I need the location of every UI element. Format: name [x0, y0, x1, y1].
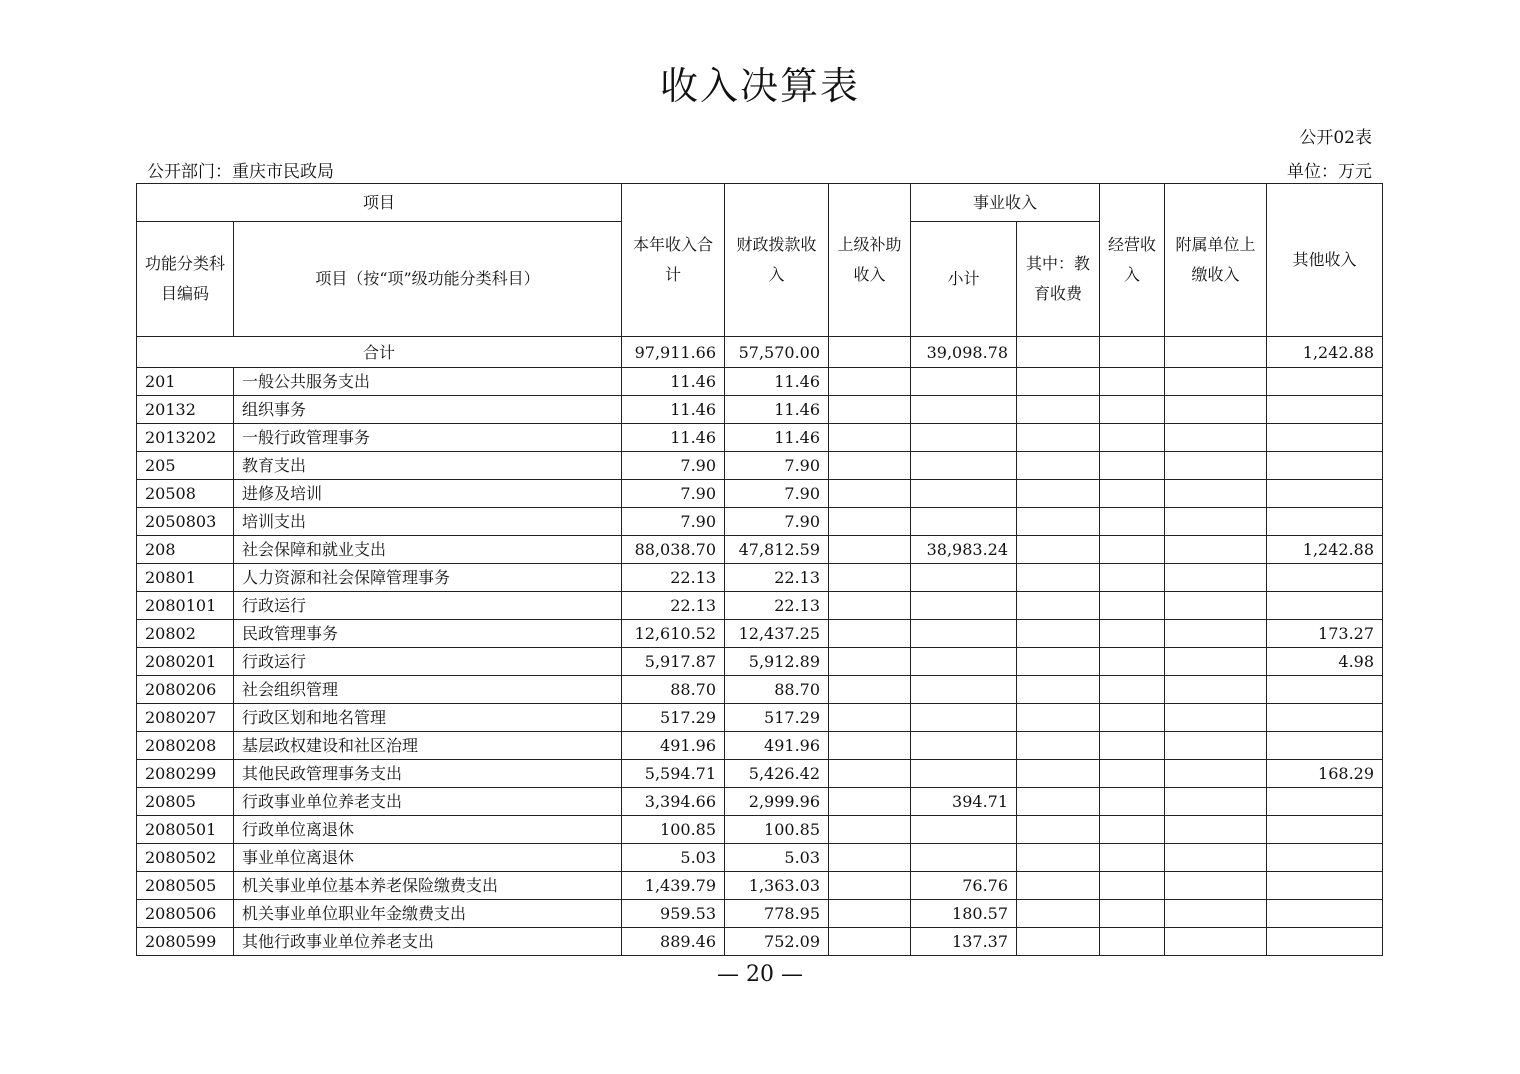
affiliate-cell	[1165, 592, 1267, 620]
superior-cell	[829, 536, 911, 564]
edu-cell	[1017, 564, 1100, 592]
code-cell: 20508	[137, 480, 234, 508]
total-cell: 491.96	[622, 732, 725, 760]
operating-cell	[1100, 648, 1165, 676]
affiliate-cell	[1165, 648, 1267, 676]
subtotal-cell	[911, 760, 1017, 788]
header-business-income: 事业收入	[911, 184, 1100, 222]
total-cell: 100.85	[622, 816, 725, 844]
other-cell	[1267, 592, 1383, 620]
name-cell: 事业单位离退休	[234, 844, 622, 872]
operating-cell	[1100, 872, 1165, 900]
operating-cell	[1100, 676, 1165, 704]
fiscal-cell: 47,812.59	[725, 536, 829, 564]
total-cell: 5,917.87	[622, 648, 725, 676]
edu-cell	[1017, 872, 1100, 900]
code-cell: 2080201	[137, 648, 234, 676]
other-cell	[1267, 676, 1383, 704]
name-cell: 行政区划和地名管理	[234, 704, 622, 732]
total-other-cell: 1,242.88	[1267, 337, 1383, 368]
fiscal-cell: 7.90	[725, 508, 829, 536]
fiscal-cell: 5.03	[725, 844, 829, 872]
table-row	[137, 508, 1383, 536]
subtotal-cell	[911, 564, 1017, 592]
fiscal-cell: 5,426.42	[725, 760, 829, 788]
operating-cell	[1100, 760, 1165, 788]
table-row	[137, 424, 1383, 452]
operating-cell	[1100, 508, 1165, 536]
superior-cell	[829, 480, 911, 508]
affiliate-cell	[1165, 872, 1267, 900]
total-label: 合计	[137, 337, 622, 368]
table-row	[137, 704, 1383, 732]
subtotal-cell	[911, 732, 1017, 760]
superior-cell	[829, 872, 911, 900]
fiscal-cell: 517.29	[725, 704, 829, 732]
header-fiscal: 财政拨款收入	[725, 184, 829, 337]
table-row	[137, 928, 1383, 956]
header-superior-subsidy: 上级补助收入	[829, 184, 911, 337]
total-operating-cell	[1100, 337, 1165, 368]
edu-cell	[1017, 536, 1100, 564]
subtotal-cell	[911, 452, 1017, 480]
operating-cell	[1100, 368, 1165, 396]
header-affiliate: 附属单位上缴收入	[1165, 184, 1267, 337]
code-cell: 2050803	[137, 508, 234, 536]
fiscal-cell: 11.46	[725, 396, 829, 424]
total-affiliate-cell	[1165, 337, 1267, 368]
operating-cell	[1100, 844, 1165, 872]
code-cell: 2080501	[137, 816, 234, 844]
code-cell: 2013202	[137, 424, 234, 452]
operating-cell	[1100, 620, 1165, 648]
subtotal-cell	[911, 592, 1017, 620]
affiliate-cell	[1165, 620, 1267, 648]
affiliate-cell	[1165, 704, 1267, 732]
total-subtotal-cell: 39,098.78	[911, 337, 1017, 368]
name-cell: 行政运行	[234, 648, 622, 676]
table-row	[137, 620, 1383, 648]
code-cell: 2080505	[137, 872, 234, 900]
affiliate-cell	[1165, 676, 1267, 704]
name-cell: 行政事业单位养老支出	[234, 788, 622, 816]
other-cell	[1267, 704, 1383, 732]
total-cell: 88.70	[622, 676, 725, 704]
subtotal-cell: 394.71	[911, 788, 1017, 816]
edu-cell	[1017, 592, 1100, 620]
fiscal-cell: 11.46	[725, 424, 829, 452]
superior-cell	[829, 424, 911, 452]
operating-cell	[1100, 480, 1165, 508]
fiscal-cell: 491.96	[725, 732, 829, 760]
superior-cell	[829, 788, 911, 816]
affiliate-cell	[1165, 508, 1267, 536]
edu-cell	[1017, 368, 1100, 396]
subtotal-cell	[911, 480, 1017, 508]
other-cell	[1267, 396, 1383, 424]
header-total-income: 本年收入合计	[622, 184, 725, 337]
edu-cell	[1017, 760, 1100, 788]
name-cell: 进修及培训	[234, 480, 622, 508]
table-row	[137, 732, 1383, 760]
name-cell: 人力资源和社会保障管理事务	[234, 564, 622, 592]
fiscal-cell: 22.13	[725, 592, 829, 620]
operating-cell	[1100, 592, 1165, 620]
edu-cell	[1017, 508, 1100, 536]
name-cell: 基层政权建设和社区治理	[234, 732, 622, 760]
edu-cell	[1017, 928, 1100, 956]
fiscal-cell: 752.09	[725, 928, 829, 956]
fiscal-cell: 1,363.03	[725, 872, 829, 900]
total-cell: 7.90	[622, 452, 725, 480]
superior-cell	[829, 760, 911, 788]
subtotal-cell	[911, 648, 1017, 676]
other-cell	[1267, 480, 1383, 508]
total-cell: 889.46	[622, 928, 725, 956]
code-cell: 205	[137, 452, 234, 480]
operating-cell	[1100, 536, 1165, 564]
affiliate-cell	[1165, 480, 1267, 508]
fiscal-cell: 22.13	[725, 564, 829, 592]
total-cell: 7.90	[622, 480, 725, 508]
subtotal-cell: 76.76	[911, 872, 1017, 900]
code-cell: 201	[137, 368, 234, 396]
subtotal-cell	[911, 424, 1017, 452]
income-table	[136, 183, 1383, 956]
superior-cell	[829, 592, 911, 620]
total-cell: 7.90	[622, 508, 725, 536]
header-other: 其他收入	[1267, 184, 1383, 337]
header-project: 项目	[137, 184, 622, 222]
superior-cell	[829, 564, 911, 592]
subtotal-cell: 137.37	[911, 928, 1017, 956]
operating-cell	[1100, 424, 1165, 452]
subtotal-cell	[911, 396, 1017, 424]
total-cell: 12,610.52	[622, 620, 725, 648]
code-cell: 2080208	[137, 732, 234, 760]
total-superior-cell	[829, 337, 911, 368]
total-cell: 11.46	[622, 368, 725, 396]
total-cell: 3,394.66	[622, 788, 725, 816]
table-row	[137, 536, 1383, 564]
name-cell: 组织事务	[234, 396, 622, 424]
fiscal-cell: 5,912.89	[725, 648, 829, 676]
affiliate-cell	[1165, 536, 1267, 564]
superior-cell	[829, 928, 911, 956]
edu-cell	[1017, 648, 1100, 676]
table-row	[137, 452, 1383, 480]
superior-cell	[829, 396, 911, 424]
code-cell: 2080299	[137, 760, 234, 788]
total-fiscal-cell: 57,570.00	[725, 337, 829, 368]
header-project-name: 项目（按“项”级功能分类科目）	[234, 222, 622, 337]
operating-cell	[1100, 900, 1165, 928]
fiscal-cell: 12,437.25	[725, 620, 829, 648]
edu-cell	[1017, 424, 1100, 452]
edu-cell	[1017, 704, 1100, 732]
fiscal-cell: 778.95	[725, 900, 829, 928]
edu-cell	[1017, 396, 1100, 424]
name-cell: 其他行政事业单位养老支出	[234, 928, 622, 956]
name-cell: 社会组织管理	[234, 676, 622, 704]
other-cell: 173.27	[1267, 620, 1383, 648]
subtotal-cell	[911, 368, 1017, 396]
total-cell: 11.46	[622, 396, 725, 424]
operating-cell	[1100, 704, 1165, 732]
other-cell	[1267, 788, 1383, 816]
fiscal-cell: 11.46	[725, 368, 829, 396]
total-cell: 22.13	[622, 592, 725, 620]
superior-cell	[829, 620, 911, 648]
subtotal-cell: 38,983.24	[911, 536, 1017, 564]
affiliate-cell	[1165, 760, 1267, 788]
total-cell: 1,439.79	[622, 872, 725, 900]
fiscal-cell: 7.90	[725, 480, 829, 508]
operating-cell	[1100, 396, 1165, 424]
other-cell	[1267, 452, 1383, 480]
other-cell	[1267, 564, 1383, 592]
total-cell: 88,038.70	[622, 536, 725, 564]
code-cell: 20805	[137, 788, 234, 816]
fiscal-cell: 7.90	[725, 452, 829, 480]
affiliate-cell	[1165, 424, 1267, 452]
affiliate-cell	[1165, 900, 1267, 928]
affiliate-cell	[1165, 816, 1267, 844]
affiliate-cell	[1165, 788, 1267, 816]
other-cell: 168.29	[1267, 760, 1383, 788]
name-cell: 民政管理事务	[234, 620, 622, 648]
code-cell: 2080207	[137, 704, 234, 732]
superior-cell	[829, 508, 911, 536]
page-number: — 20 —	[717, 962, 803, 987]
code-cell: 20802	[137, 620, 234, 648]
superior-cell	[829, 452, 911, 480]
other-cell: 1,242.88	[1267, 536, 1383, 564]
code-cell: 2080506	[137, 900, 234, 928]
name-cell: 机关事业单位基本养老保险缴费支出	[234, 872, 622, 900]
superior-cell	[829, 368, 911, 396]
header-education-fee: 其中：教育收费	[1017, 222, 1100, 337]
other-cell: 4.98	[1267, 648, 1383, 676]
subtotal-cell	[911, 508, 1017, 536]
affiliate-cell	[1165, 928, 1267, 956]
total-cell: 5,594.71	[622, 760, 725, 788]
edu-cell	[1017, 452, 1100, 480]
fiscal-cell: 88.70	[725, 676, 829, 704]
department-label: 公开部门：重庆市民政局	[147, 162, 334, 182]
fiscal-cell: 2,999.96	[725, 788, 829, 816]
superior-cell	[829, 900, 911, 928]
unit-label: 单位：万元	[1287, 162, 1372, 182]
affiliate-cell	[1165, 368, 1267, 396]
subtotal-cell	[911, 676, 1017, 704]
table-row	[137, 844, 1383, 872]
table-row	[137, 872, 1383, 900]
affiliate-cell	[1165, 452, 1267, 480]
code-cell: 20132	[137, 396, 234, 424]
fiscal-cell: 100.85	[725, 816, 829, 844]
edu-cell	[1017, 620, 1100, 648]
superior-cell	[829, 704, 911, 732]
other-cell	[1267, 732, 1383, 760]
affiliate-cell	[1165, 844, 1267, 872]
header-func-code: 功能分类科目编码	[137, 222, 234, 337]
superior-cell	[829, 844, 911, 872]
superior-cell	[829, 676, 911, 704]
edu-cell	[1017, 676, 1100, 704]
table-row	[137, 788, 1383, 816]
code-cell: 2080502	[137, 844, 234, 872]
other-cell	[1267, 872, 1383, 900]
other-cell	[1267, 844, 1383, 872]
operating-cell	[1100, 788, 1165, 816]
name-cell: 机关事业单位职业年金缴费支出	[234, 900, 622, 928]
table-row	[137, 760, 1383, 788]
table-row	[137, 648, 1383, 676]
superior-cell	[829, 648, 911, 676]
other-cell	[1267, 508, 1383, 536]
edu-cell	[1017, 844, 1100, 872]
form-number: 公开02表	[1299, 128, 1372, 148]
total-edu-cell	[1017, 337, 1100, 368]
operating-cell	[1100, 732, 1165, 760]
header-operating: 经营收入	[1100, 184, 1165, 337]
affiliate-cell	[1165, 732, 1267, 760]
subtotal-cell: 180.57	[911, 900, 1017, 928]
affiliate-cell	[1165, 564, 1267, 592]
subtotal-cell	[911, 704, 1017, 732]
affiliate-cell	[1165, 396, 1267, 424]
subtotal-cell	[911, 816, 1017, 844]
name-cell: 其他民政管理事务支出	[234, 760, 622, 788]
name-cell: 行政单位离退休	[234, 816, 622, 844]
table-row	[137, 900, 1383, 928]
edu-cell	[1017, 480, 1100, 508]
name-cell: 社会保障和就业支出	[234, 536, 622, 564]
code-cell: 2080206	[137, 676, 234, 704]
operating-cell	[1100, 816, 1165, 844]
table-row	[137, 564, 1383, 592]
table-row	[137, 368, 1383, 396]
code-cell: 2080599	[137, 928, 234, 956]
operating-cell	[1100, 564, 1165, 592]
table-row	[137, 480, 1383, 508]
operating-cell	[1100, 928, 1165, 956]
edu-cell	[1017, 788, 1100, 816]
table-row	[137, 816, 1383, 844]
other-cell	[1267, 900, 1383, 928]
total-income-cell: 97,911.66	[622, 337, 725, 368]
total-cell: 517.29	[622, 704, 725, 732]
table-row	[137, 676, 1383, 704]
name-cell: 培训支出	[234, 508, 622, 536]
edu-cell	[1017, 900, 1100, 928]
code-cell: 208	[137, 536, 234, 564]
total-cell: 959.53	[622, 900, 725, 928]
name-cell: 一般公共服务支出	[234, 368, 622, 396]
total-cell: 22.13	[622, 564, 725, 592]
other-cell	[1267, 816, 1383, 844]
other-cell	[1267, 368, 1383, 396]
superior-cell	[829, 816, 911, 844]
header-subtotal: 小计	[911, 222, 1017, 337]
code-cell: 20801	[137, 564, 234, 592]
edu-cell	[1017, 732, 1100, 760]
page-title: 收入决算表	[659, 64, 860, 108]
other-cell	[1267, 424, 1383, 452]
name-cell: 教育支出	[234, 452, 622, 480]
total-cell: 5.03	[622, 844, 725, 872]
total-row	[137, 337, 1383, 368]
operating-cell	[1100, 452, 1165, 480]
table-row	[137, 396, 1383, 424]
other-cell	[1267, 928, 1383, 956]
code-cell: 2080101	[137, 592, 234, 620]
edu-cell	[1017, 816, 1100, 844]
name-cell: 行政运行	[234, 592, 622, 620]
subtotal-cell	[911, 844, 1017, 872]
superior-cell	[829, 732, 911, 760]
subtotal-cell	[911, 620, 1017, 648]
total-cell: 11.46	[622, 424, 725, 452]
name-cell: 一般行政管理事务	[234, 424, 622, 452]
table-row	[137, 592, 1383, 620]
